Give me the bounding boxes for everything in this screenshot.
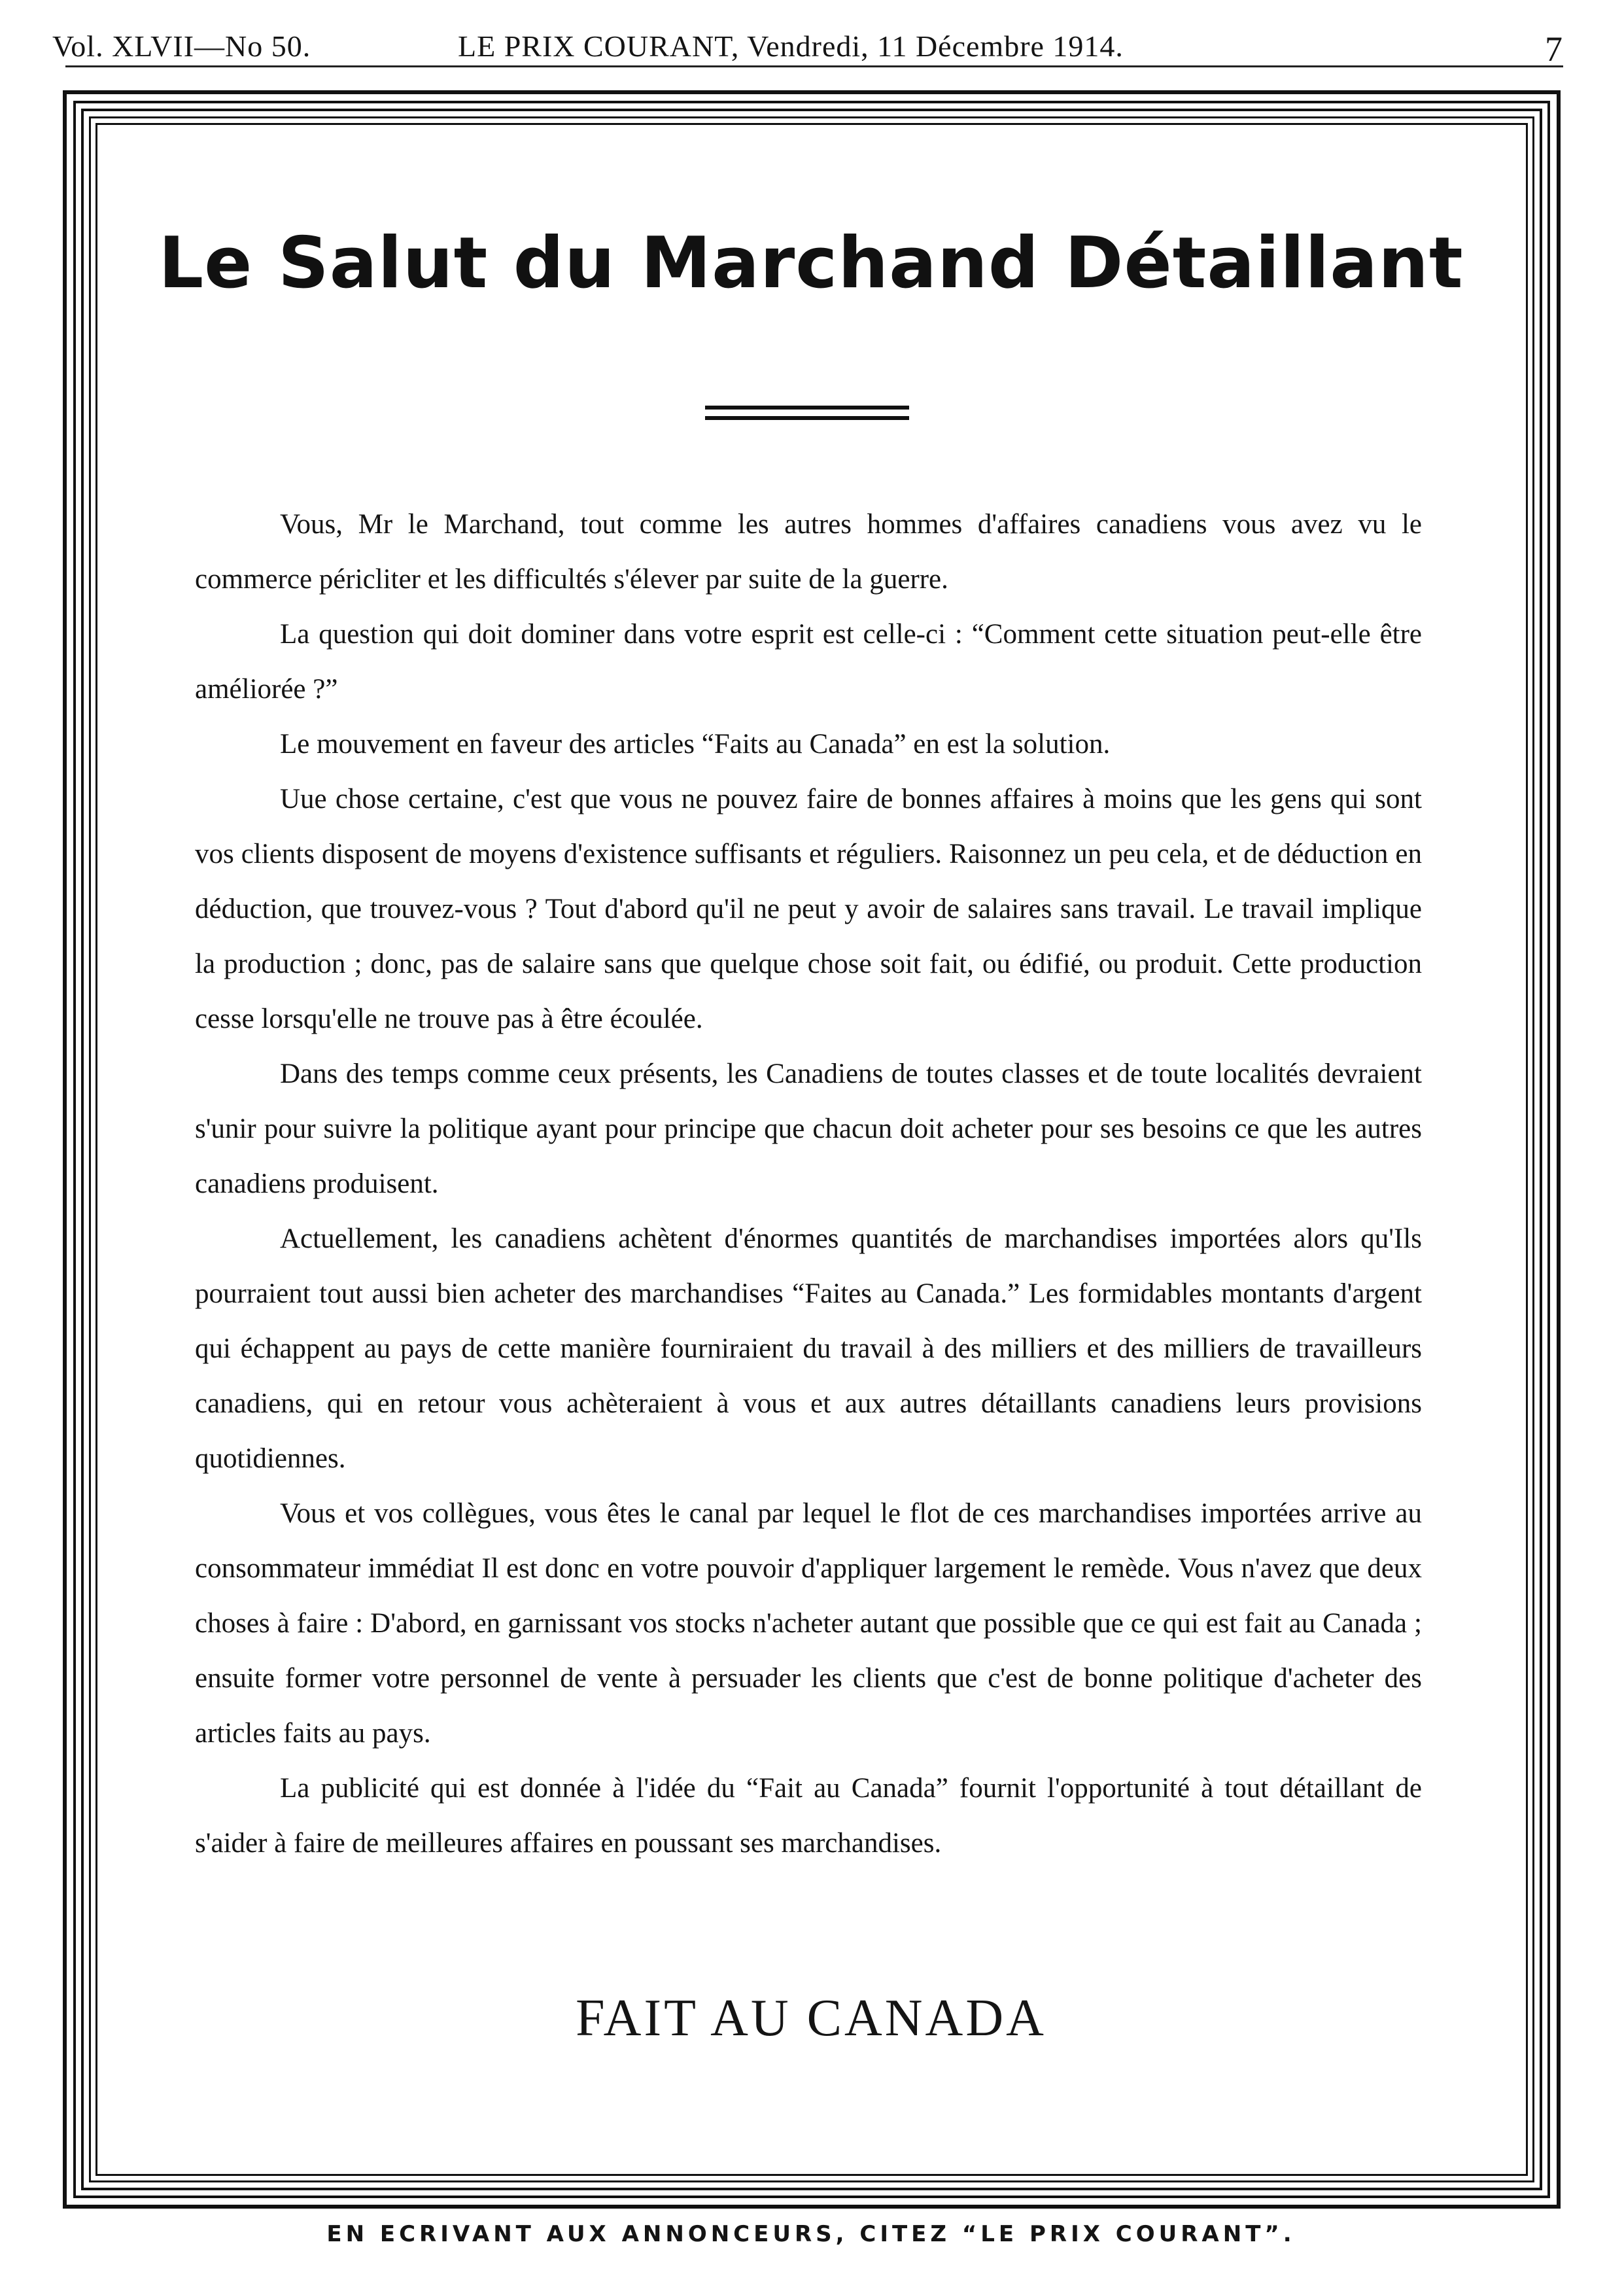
paragraph: Vous et vos collègues, vous êtes le canal par lequel le flot de ces marchandises importées arrive au consommateur immédiat Il est donc en votre pouvoir d'appliquer largement le remède. Vous n'avez que deux choses à faire : D'abord, en garnissant vos stocks n'acheter autant que possible que ce qui est fait au Canada ; ensuite former votre personnel de vente à persuader les clients que c'est de bonne politique d'acheter des articles faits au pays. — [195, 1498, 1422, 1749]
paragraph: Actuellement, les canadiens achètent d'énormes quantités de marchandises importées alors qu'Ils pourraient tout aussi bien acheter des marchandises “Faites au Canada.” Les formidables montants d'argent qui échappent au pays de cette manière fourniraient du travail à des milliers et des milliers de travailleurs canadiens, qui en retour vous achèteraient à vous et aux autres détaillants canadiens leurs provisions quotidiennes. — [195, 1223, 1422, 1474]
paragraph: Uue chose certaine, c'est que vous ne pouvez faire de bonnes affaires à moins que les gens qui sont vos clients disposent de moyens d'existence suffisants et réguliers. Raisonnez un peu cela, et de déduction en déduction, que trouvez-vous ? Tout d'abord qu'il ne peut y avoir de salaires sans travail. Le travail implique la production ; donc, pas de salaire sans que quelque chose soit fait, ou édifié, ou produit. Cette production cesse lorsqu'elle ne trouve pas à être écoulée. — [195, 784, 1422, 1034]
paragraph: La question qui doit dominer dans votre esprit est celle-ci : “Comment cette situation peut-elle être améliorée ?” — [195, 619, 1422, 705]
paragraph: Dans des temps comme ceux présents, les Canadiens de toutes classes et de toute localités devraient s'unir pour suivre la politique ayant pour principe que chacun doit acheter pour ses besoins ce que les autres canadiens produisent. — [195, 1059, 1422, 1199]
article-body — [195, 497, 1422, 1871]
paragraph: Le mouvement en faveur des articles “Faits au Canada” en est la solution. — [280, 729, 1111, 760]
publication-line: LE PRIX COURANT, Vendredi, 11 Décembre 1914. — [458, 29, 1124, 63]
title-double-rule-top — [705, 406, 909, 410]
article-title: Le Salut du Marchand Détaillant — [158, 222, 1464, 304]
running-header — [52, 18, 1563, 69]
header-rule — [65, 65, 1563, 67]
page-number: 7 — [1545, 29, 1563, 69]
title-double-rule-bottom — [705, 416, 909, 420]
closing-slogan: FAIT AU CANADA — [576, 1989, 1046, 2047]
volume-number: Vol. XLVII—No 50. — [52, 29, 311, 63]
footer-notice: EN ECRIVANT AUX ANNONCEURS, CITEZ “LE PRIX COURANT”. — [326, 2221, 1296, 2247]
paragraph: La publicité qui est donnée à l'idée du “Fait au Canada” fournit l'opportunité à tout détaillant de s'aider à faire de meilleures affaires en poussant ses marchandises. — [195, 1773, 1422, 1859]
paragraph: Vous, Mr le Marchand, tout comme les autres hommes d'affaires canadiens vous avez vu le commerce péricliter et les difficultés s'élever par suite de la guerre. — [195, 509, 1422, 595]
